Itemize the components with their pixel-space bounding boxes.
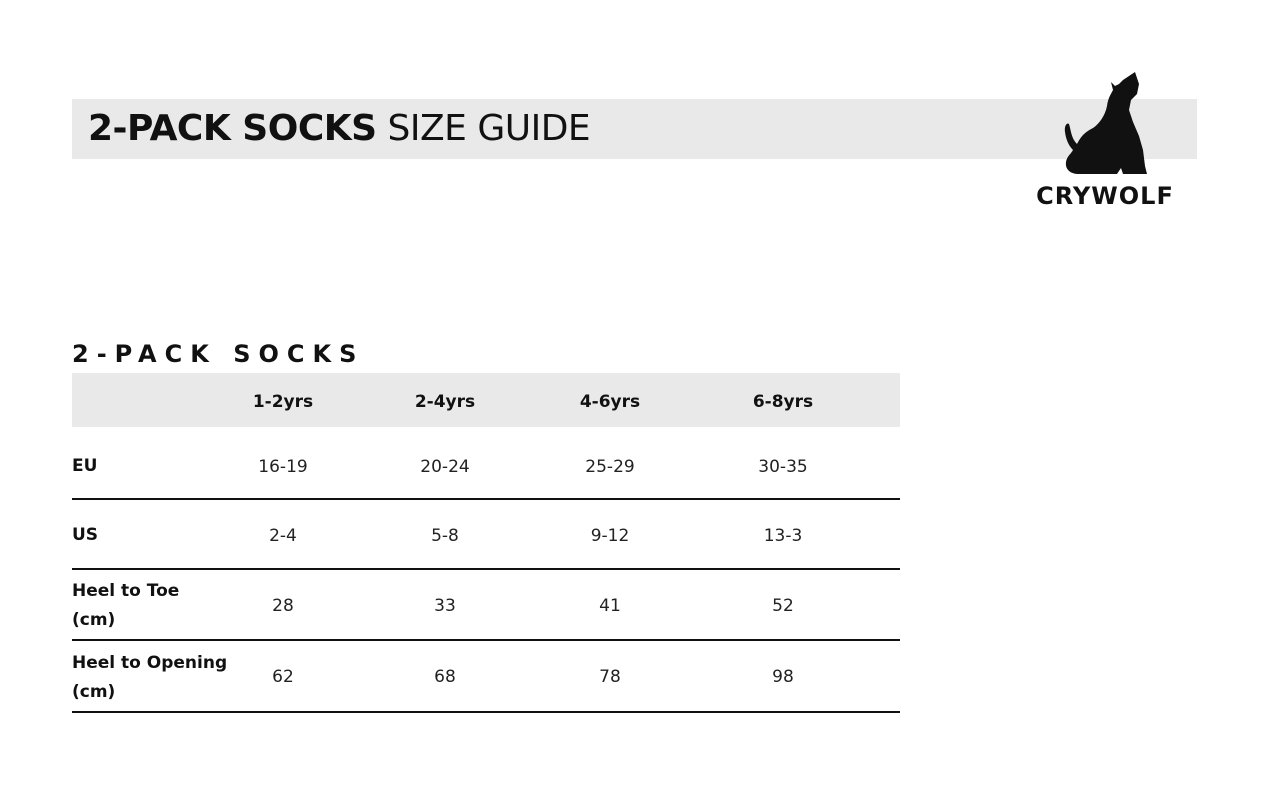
- size-table: [72, 373, 900, 713]
- row-label: Heel to Toe (cm): [72, 581, 180, 630]
- title-suffix: SIZE GUIDE: [387, 108, 591, 149]
- table-cell: 68: [434, 667, 456, 687]
- page-title: [88, 106, 590, 152]
- table-row: [72, 569, 900, 641]
- section-title: 2-PACK SOCKS: [72, 340, 365, 368]
- table-row: [72, 499, 900, 569]
- table-cell: 2-4: [269, 526, 297, 546]
- table-cell: 33: [434, 596, 456, 616]
- table-cell: 52: [772, 596, 794, 616]
- column-header: 1-2yrs: [252, 392, 314, 412]
- table-row: [72, 427, 900, 499]
- brand-wordmark: CRYWOLF: [1036, 182, 1174, 210]
- row-label: EU: [72, 456, 98, 476]
- table-cell: 30-35: [758, 457, 808, 477]
- row-label: US: [72, 525, 99, 545]
- table-cell: 25-29: [585, 457, 635, 477]
- row-label: Heel to Opening (cm): [72, 653, 228, 702]
- table-cell: 16-19: [258, 457, 308, 477]
- column-header: 4-6yrs: [579, 392, 641, 412]
- table-header: [72, 373, 900, 427]
- table-cell: 9-12: [590, 526, 630, 546]
- table-cell: 20-24: [420, 457, 470, 477]
- row-divider: [72, 711, 900, 713]
- title-product: 2-PACK SOCKS: [88, 108, 377, 149]
- column-header: 6-8yrs: [752, 392, 814, 412]
- table-cell: 13-3: [763, 526, 803, 546]
- table-cell: 78: [599, 667, 621, 687]
- column-header: 2-4yrs: [414, 392, 476, 412]
- brand-logo: [1025, 70, 1185, 215]
- table-cell: 28: [272, 596, 294, 616]
- table-cell: 5-8: [431, 526, 459, 546]
- table-row: [72, 641, 900, 713]
- howling-wolf-icon: [1063, 70, 1147, 178]
- table-cell: 98: [772, 667, 794, 687]
- table-cell: 41: [599, 596, 621, 616]
- table-cell: 62: [272, 667, 294, 687]
